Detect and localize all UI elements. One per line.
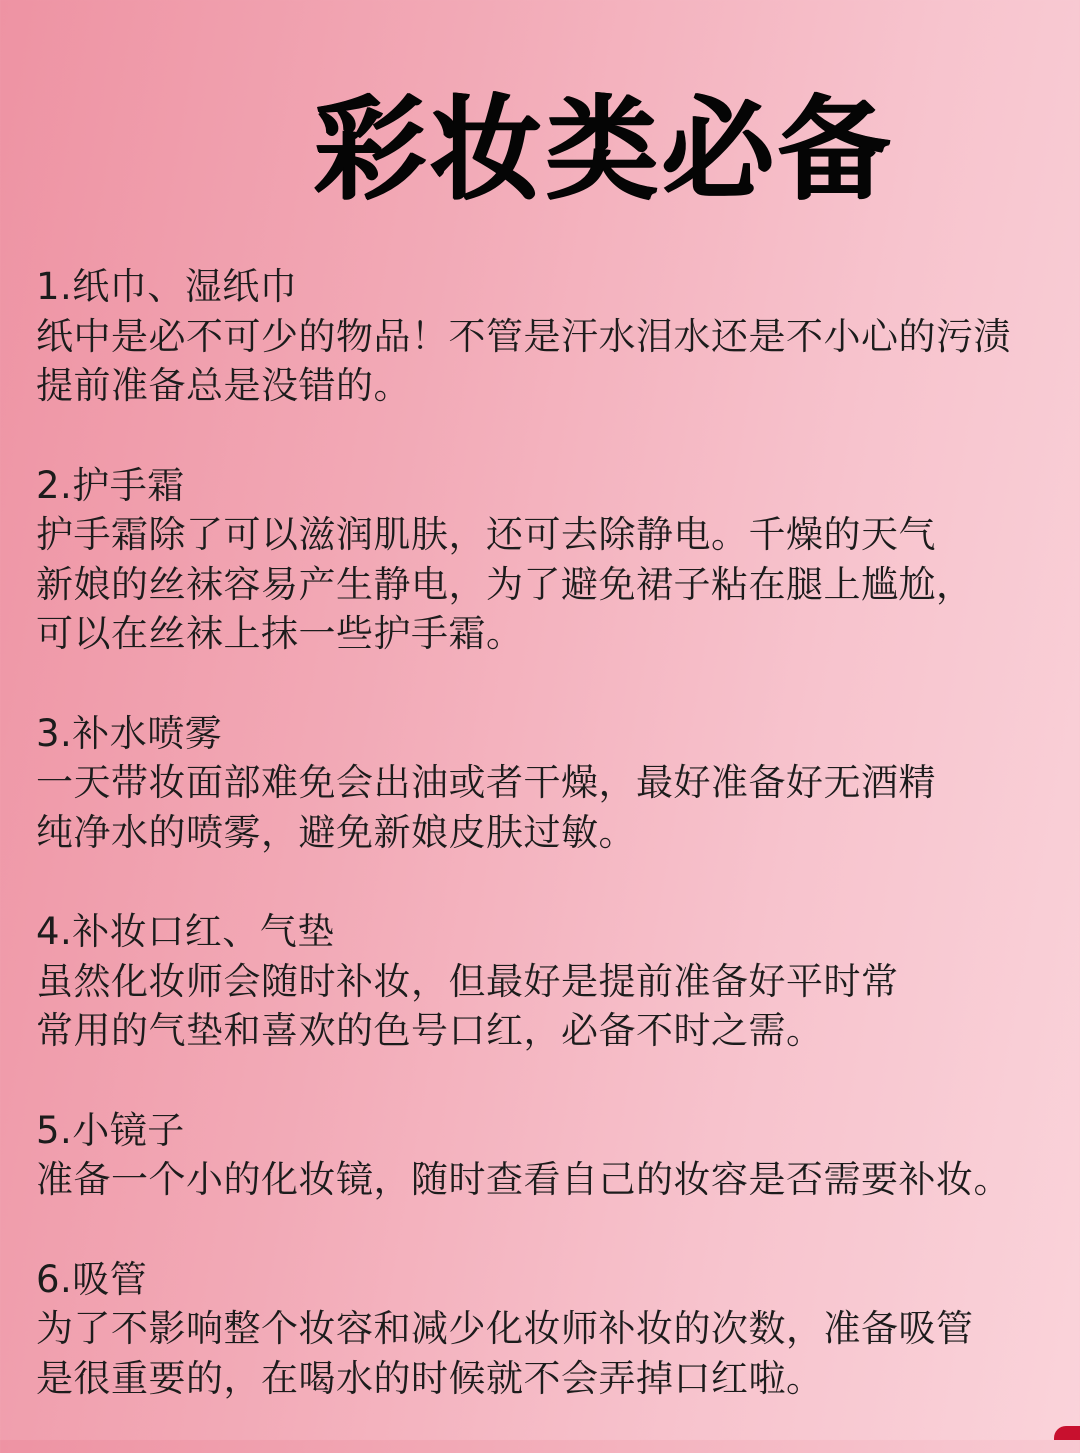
section-straw xyxy=(36,1255,1080,1404)
section-heading: 1.纸巾、湿纸巾 xyxy=(36,265,298,308)
section-small-mirror xyxy=(36,1106,1080,1205)
section-hydrating-spray xyxy=(36,709,1080,858)
section-text-line: 提前准备总是没错的。 xyxy=(36,364,411,407)
section-text-line: 是很重要的，在喝水的时候就不会弄掉口红啦。 xyxy=(36,1356,824,1400)
section-text-line: 可以在丝袜上抹一些护手霜。 xyxy=(36,612,524,655)
section-text-line: 护手霜除了可以滋润肌肤，还可去除静电。千燥的天气 xyxy=(36,513,936,556)
corner-decoration xyxy=(1054,1426,1080,1440)
section-text-line: 常用的气垫和喜欢的色号口红，必备不时之需。 xyxy=(36,1009,824,1052)
section-heading: 4.补妆口红、气垫 xyxy=(36,910,335,953)
section-text-line: 为了不影响整个妆容和减少化妆师补妆的次数，准备吸管 xyxy=(36,1307,974,1350)
section-hand-cream xyxy=(36,461,1080,659)
section-heading: 6.吸管 xyxy=(36,1257,148,1301)
article-body xyxy=(36,262,1080,1453)
section-text-line: 准备一个小的化妆镜，随时查看自己的妆容是否需要补妆。 xyxy=(36,1158,1011,1201)
section-text-line: 纯净水的喷雾，避免新娘皮肤过敏。 xyxy=(36,810,636,854)
section-text-line: 新娘的丝袜容易产生静电，为了避免裙子粘在腿上尴尬， xyxy=(36,562,974,606)
section-heading: 3.补水喷雾 xyxy=(36,711,223,755)
page-title: 彩妆类必备 xyxy=(314,85,894,215)
section-text-line: 虽然化妆师会随时补妆，但最好是提前准备好平时常 xyxy=(36,959,899,1003)
section-tissues xyxy=(36,262,1080,411)
section-touchup-lipstick-cushion xyxy=(36,907,1080,1056)
section-heading: 2.护手霜 xyxy=(36,463,185,507)
section-text-line: 纸中是必不可少的物品！不管是汗水泪水还是不小心的污渍 xyxy=(36,314,1011,358)
section-text-line: 一天带妆面部难免会出油或者干燥，最好准备好无酒精 xyxy=(36,761,936,804)
section-heading: 5.小镜子 xyxy=(36,1108,185,1152)
